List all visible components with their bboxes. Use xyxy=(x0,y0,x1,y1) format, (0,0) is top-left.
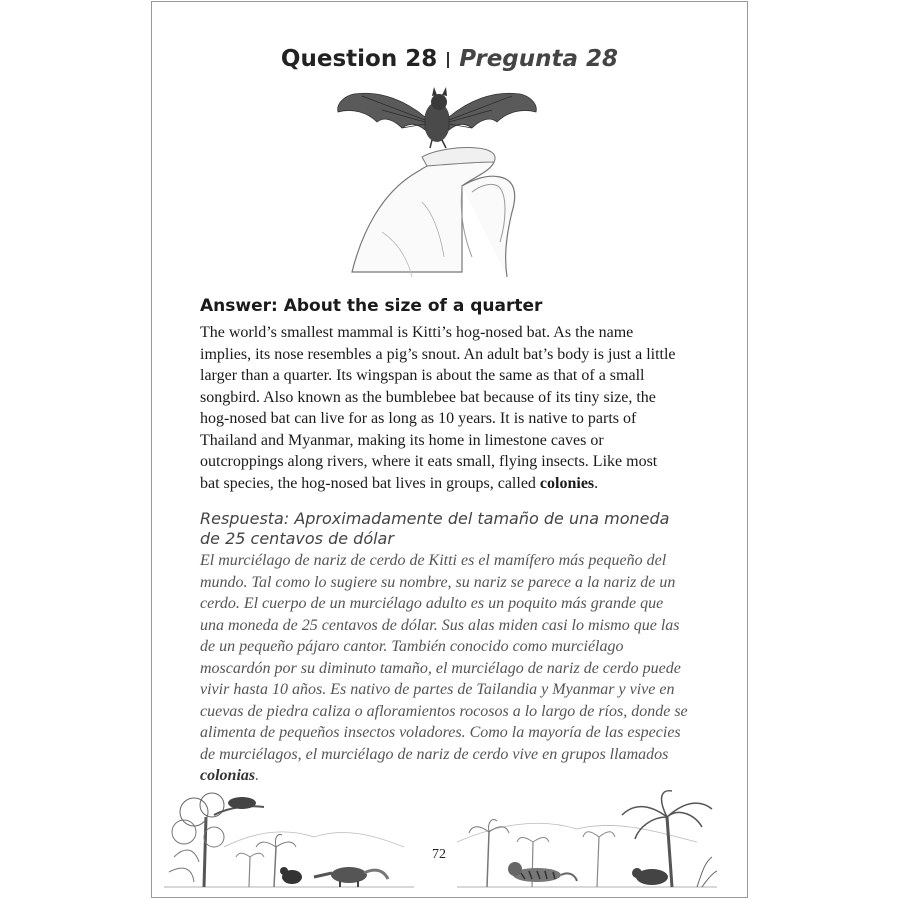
jungle-scene-left-illustration xyxy=(164,787,414,892)
title-english: Question 28 xyxy=(280,46,438,72)
jungle-scene-right-illustration xyxy=(457,787,717,892)
page-number: 72 xyxy=(432,847,446,862)
english-body-text: The world’s smallest mammal is Kitti’s hog-nosed bat. As the name implies, its nose resembles a pig’s snout. An adult bat’s body is just a little larger than a quarter. Its wingspan is about the same as that of a small songbird. Also known as the bumblebee bat because of its tiny size, the hog-nosed bat can live for as long as 10 years. It is native to parts of Thailand and Myanmar, making its home in limestone caves or outcroppings along rivers, where it eats small, flying insects. Like most bat species, the hog-nosed bat lives in groups, called xyxy=(200,324,676,492)
spanish-bold-term: colonias xyxy=(200,767,256,784)
english-answer-heading: Answer: About the size of a quarter xyxy=(200,296,543,316)
english-body-end: . xyxy=(594,474,599,492)
bat-on-fingertip-illustration xyxy=(322,82,562,292)
title-spanish: Pregunta 28 xyxy=(459,46,619,72)
english-bold-term: colonies xyxy=(539,474,595,492)
spanish-answer-body xyxy=(200,550,690,787)
page-title xyxy=(152,46,747,72)
book-page xyxy=(151,1,748,898)
spanish-body-text: El murciélago de nariz de cerdo de Kitti es el mamífero más pequeño del mundo. Tal como lo sugiere su nombre, su nariz se parece a la nariz de un cerdo. El cuerpo de un murciélago adulto es un poquito más grande que una moneda de 25 centavos de dólar. Sus alas miden casi lo mismo que las de un pequeño pájaro cantor. También conocido como murciélago moscardón por su diminuto tamaño, el murciélago de nariz de cerdo puede vivir hasta 10 años. Es nativo de partes de Tailandia y Myanmar y vive en cuevas de piedra caliza o afloramientos rocosos a lo largo de ríos, donde se alimenta de pequeños insectos voladores. Como la mayoría de las especies de murciélagos, el murciélago de nariz de cerdo vive en grupos llamados xyxy=(200,552,688,763)
spanish-body-end: . xyxy=(255,767,260,784)
english-answer-body xyxy=(200,322,680,494)
title-separator xyxy=(447,52,449,68)
spanish-answer-heading: Respuesta: Aproximadamente del tamaño de una moneda de 25 centavos de dólar xyxy=(200,509,670,548)
